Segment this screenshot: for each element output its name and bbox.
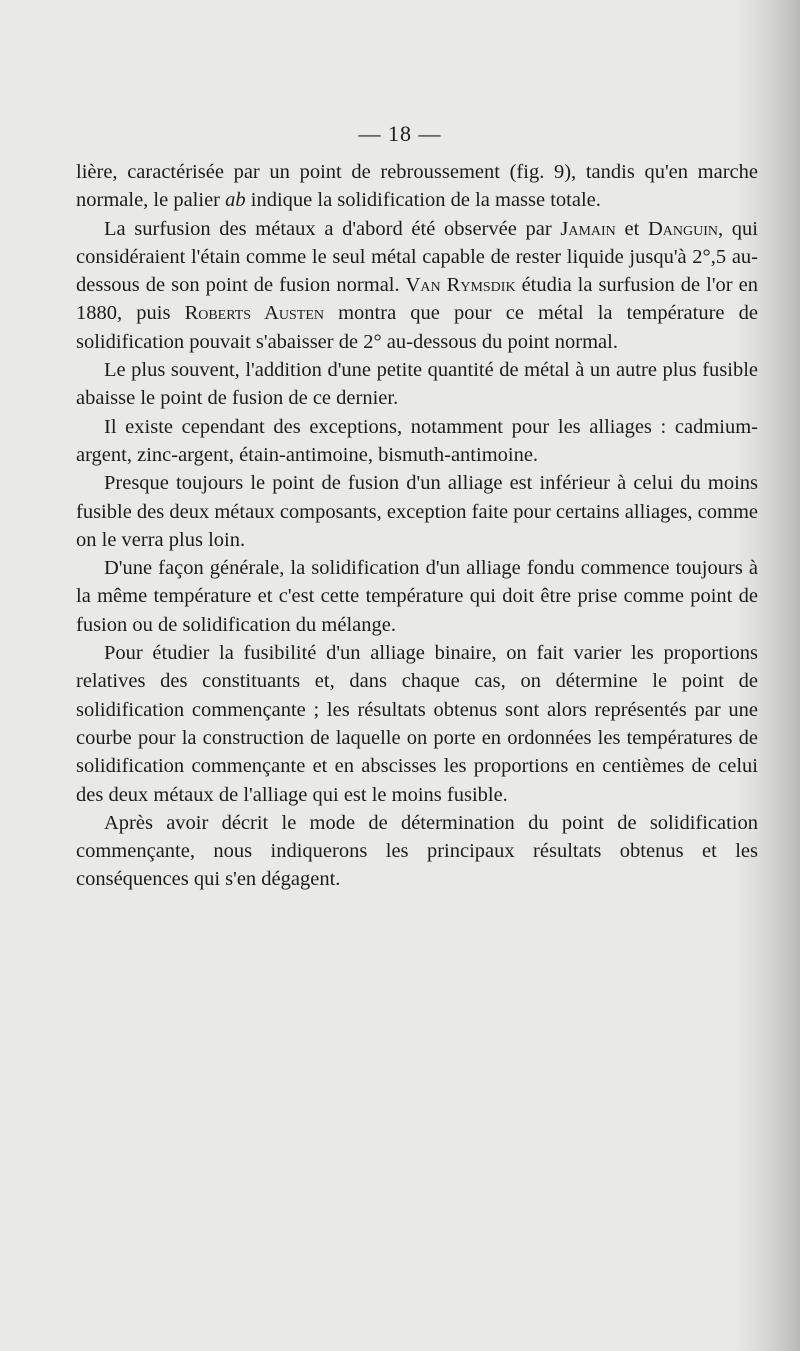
text-run: , qui considéraient l'étain comme le seul métal capable de rester liquide jusqu'à 2°,5 au-dessous de son point de fusion normal. [76,217,759,297]
text-run: montra que pour ce métal la température de solidification pouvait s'abaisser de 2° au-dessous du point normal. [76,302,758,353]
paragraph [76,215,758,356]
italic-term: ab [225,189,246,212]
text-run: Le plus souvent, l'addition d'une petite quantité de métal à un autre plus fusible abaisse le point de fusion de ce dernier. [76,359,758,410]
text-run: D'une façon générale, la solidification d'un alliage fondu commence toujours à la même température et c'est cette température qui doit être prise comme point de fusion ou de solidification du mélange. [76,557,758,636]
text-run: étudia la surfusion de l'or en 1880, puis [76,274,758,325]
paragraph [76,158,758,215]
body-text [76,158,758,894]
author-name: Danguin [647,217,718,240]
text-run: La surfusion des métaux a d'abord été observée par [104,217,561,240]
text-run: Il existe cependant des exceptions, notamment pour les alliages : cadmium-argent, zinc-argent, étain-antimoine, bismuth-antimoine. [76,415,758,466]
author-name: Jamain [560,217,616,240]
paragraph [76,413,758,470]
paragraph [76,469,758,554]
page-number: — 18 — [358,121,442,146]
paragraph [76,554,758,639]
text-run: Pour étudier la fusibilité d'un alliage binaire, on fait varier les proportions relatives des constituants et, dans chaque cas, on détermine le point de solidification commençante ; les résultats obtenus sont alors représentés par une courbe pour la construction de laquelle on porte en ordonnées les températures de solidification commençante et en abscisses les proportions en centièmes de celui des deux métaux de l'alliage qui est le moins fusible. [76,642,758,806]
author-name: Van Rymsdik [405,274,516,297]
paragraph [76,356,758,413]
text-run: Après avoir décrit le mode de détermination du point de solidification commençante, nous indiquerons les principaux résultats obtenus et les conséquences qui s'en dégagent. [76,811,758,891]
text-run: indique la solidification de la masse totale. [245,189,601,212]
paragraph [76,639,758,809]
author-name: Roberts Austen [184,302,324,325]
text-run: Presque toujours le point de fusion d'un alliage est inférieur à celui du moins fusible des deux métaux composants, exception faite pour certains alliages, comme on le verra plus loin. [76,472,758,551]
paragraph [76,809,758,894]
text-run: et [615,217,648,240]
text-run: lière, caractérisée par un point de rebroussement (fig. 9), tandis qu'en marche normale, le palier [76,161,758,212]
